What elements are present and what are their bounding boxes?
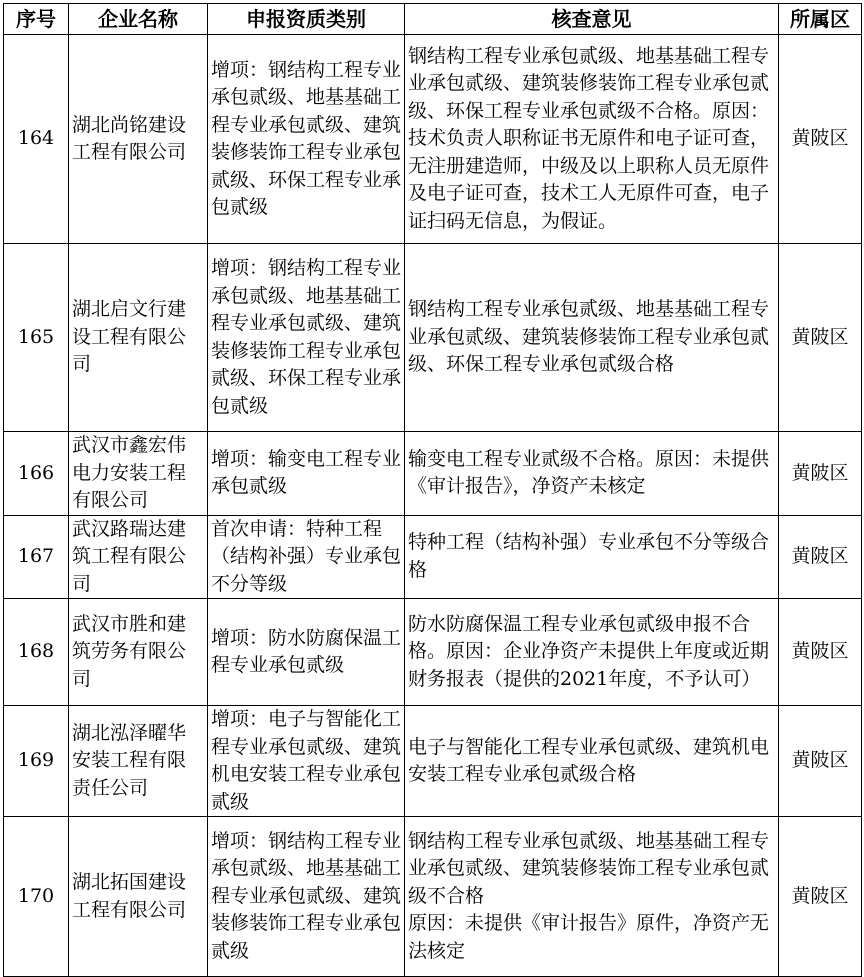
opinion-cell: 防水防腐保温工程专业承包贰级申报不合格。原因：企业净资产未提供上年度或近期财务报表（提供的2021年度，不予认可） xyxy=(405,599,779,706)
table-row xyxy=(4,706,862,817)
district-cell: 黄陂区 xyxy=(779,599,862,706)
serial-number-cell: 167 xyxy=(4,515,69,599)
company-name-cell: 武汉市鑫宏伟电力安装工程有限公司 xyxy=(69,432,208,516)
company-name-cell: 湖北启文行建设工程有限公司 xyxy=(69,244,208,432)
table-row xyxy=(4,599,862,706)
category-cell: 增项：防水防腐保温工程专业承包贰级 xyxy=(208,599,405,706)
company-name-cell: 武汉市胜和建筑劳务有限公司 xyxy=(69,599,208,706)
opinion-cell: 钢结构工程专业承包贰级、地基基础工程专业承包贰级、建筑装修装饰工程专业承包贰级不合格 原因：未提供《审计报告》原件，净资产无法核定 xyxy=(405,817,779,977)
district-cell: 黄陂区 xyxy=(779,244,862,432)
district-cell: 黄陂区 xyxy=(779,817,862,977)
company-name-cell: 湖北尚铭建设工程有限公司 xyxy=(69,35,208,244)
qualification-review-table xyxy=(3,3,862,977)
category-cell: 增项：钢结构工程专业承包贰级、地基基础工程专业承包贰级、建筑装修装饰工程专业承包贰级、环保工程专业承包贰级 xyxy=(208,35,405,244)
header-serial-number: 序号 xyxy=(4,4,69,35)
table-row xyxy=(4,515,862,599)
category-cell: 增项：输变电工程专业承包贰级 xyxy=(208,432,405,516)
company-name-cell: 湖北泓泽曜华安装工程有限责任公司 xyxy=(69,706,208,817)
serial-number-cell: 169 xyxy=(4,706,69,817)
header-row xyxy=(4,4,862,35)
serial-number-cell: 165 xyxy=(4,244,69,432)
category-cell: 增项：电子与智能化工程专业承包贰级、建筑机电安装工程专业承包贰级 xyxy=(208,706,405,817)
opinion-cell: 特种工程（结构补强）专业承包不分等级合格 xyxy=(405,515,779,599)
district-cell: 黄陂区 xyxy=(779,432,862,516)
serial-number-cell: 166 xyxy=(4,432,69,516)
table-row xyxy=(4,817,862,977)
table-row xyxy=(4,35,862,244)
opinion-cell: 输变电工程专业贰级不合格。原因：未提供《审计报告》，净资产未核定 xyxy=(405,432,779,516)
header-review-opinion: 核查意见 xyxy=(405,4,779,35)
district-cell: 黄陂区 xyxy=(779,35,862,244)
table-row xyxy=(4,244,862,432)
district-cell: 黄陂区 xyxy=(779,515,862,599)
category-cell: 首次申请：特种工程（结构补强）专业承包不分等级 xyxy=(208,515,405,599)
category-cell: 增项：钢结构工程专业承包贰级、地基基础工程专业承包贰级、建筑装修装饰工程专业承包贰级 xyxy=(208,817,405,977)
serial-number-cell: 164 xyxy=(4,35,69,244)
opinion-cell: 钢结构工程专业承包贰级、地基基础工程专业承包贰级、建筑装修装饰工程专业承包贰级、环保工程专业承包贰级不合格。原因：技术负责人职称证书无原件和电子证可查，无注册建造师，中级及以上职称人员无原件及电子证可查，技术工人无原件可查，电子证扫码无信息，为假证。 xyxy=(405,35,779,244)
header-district: 所属区 xyxy=(779,4,862,35)
category-cell: 增项：钢结构工程专业承包贰级、地基基础工程专业承包贰级、建筑装修装饰工程专业承包贰级、环保工程专业承包贰级 xyxy=(208,244,405,432)
header-qualification-category: 申报资质类别 xyxy=(208,4,405,35)
opinion-cell: 钢结构工程专业承包贰级、地基基础工程专业承包贰级、建筑装修装饰工程专业承包贰级、环保工程专业承包贰级合格 xyxy=(405,244,779,432)
district-cell: 黄陂区 xyxy=(779,706,862,817)
company-name-cell: 武汉路瑞达建筑工程有限公司 xyxy=(69,515,208,599)
opinion-cell: 电子与智能化工程专业承包贰级、建筑机电安装工程专业承包贰级合格 xyxy=(405,706,779,817)
table-row xyxy=(4,432,862,516)
serial-number-cell: 168 xyxy=(4,599,69,706)
header-company-name: 企业名称 xyxy=(69,4,208,35)
serial-number-cell: 170 xyxy=(4,817,69,977)
company-name-cell: 湖北拓国建设工程有限公司 xyxy=(69,817,208,977)
